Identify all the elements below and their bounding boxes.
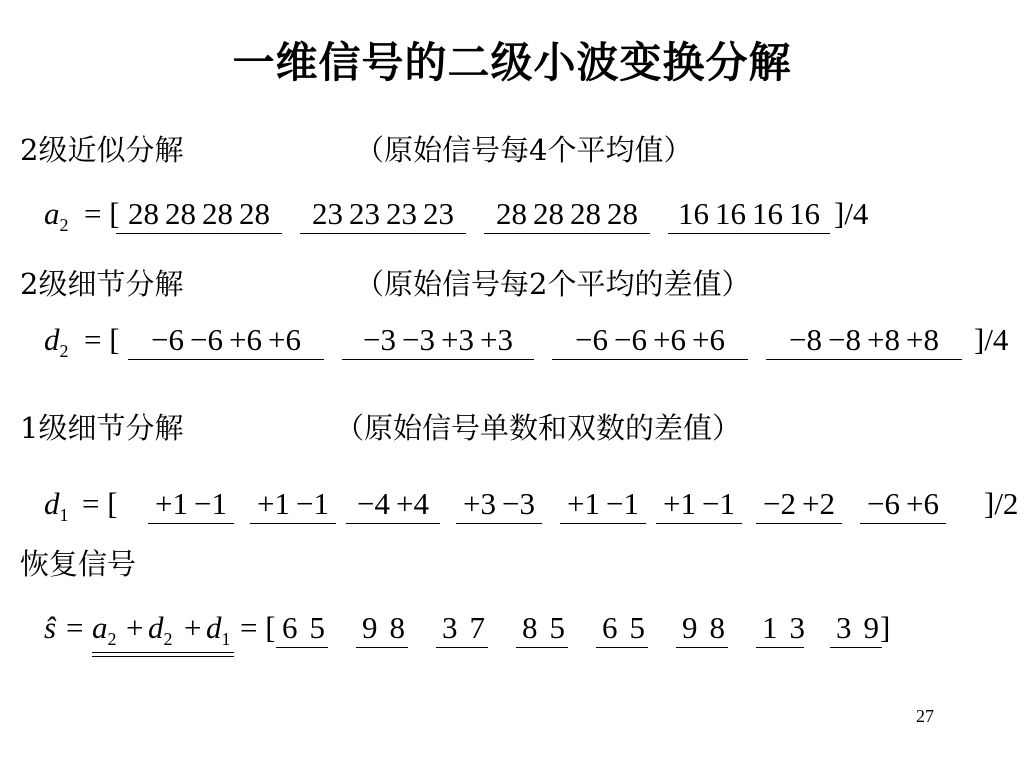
d2-value: +6: [691, 322, 725, 357]
recovered-value: 9: [682, 610, 698, 645]
d2-close-divisor: ]/4: [974, 322, 1009, 357]
d2-value: +6: [267, 322, 301, 357]
d1-value: −1: [194, 486, 227, 521]
heading-recovered-signal-label: 恢复信号: [20, 547, 137, 581]
a2-group-1: [116, 196, 282, 234]
recovered-value: 3: [789, 610, 805, 645]
a2-group-4: [668, 196, 830, 234]
recovered-group-5: [596, 610, 648, 648]
a2-group-3: [484, 196, 650, 234]
d1-value: −3: [502, 486, 535, 521]
a2-value: 28: [128, 196, 159, 231]
d2-value: −3: [363, 322, 397, 357]
a2-value: 23: [312, 196, 343, 231]
d2-group-2: [342, 322, 534, 360]
s-hat-symbol: ŝ: [44, 610, 57, 645]
equation-d2: [44, 322, 1019, 362]
recovered-group-4: [516, 610, 568, 648]
d1-value: −1: [702, 486, 735, 521]
equation-d1: [44, 486, 1024, 526]
a2-group-2: [300, 196, 466, 234]
d1-group-4: [456, 486, 542, 524]
a2-value: 28: [239, 196, 270, 231]
page-number: 27: [916, 706, 934, 726]
recovered-value: 5: [309, 610, 325, 645]
a2-value: 28: [202, 196, 233, 231]
d1-close-divisor: ]/2: [984, 486, 1019, 521]
heading-level2-detail-label: 2级细节分解: [20, 267, 184, 301]
equation-a2: [44, 196, 1004, 236]
a2-value: 23: [349, 196, 380, 231]
d1-group-3: [346, 486, 440, 524]
d2-value: −6: [190, 322, 223, 357]
a2-value: 28: [165, 196, 196, 231]
d1-group-5: [560, 486, 646, 524]
s-equals-bracket: = [: [240, 610, 276, 645]
recovered-group-8: [830, 610, 882, 648]
recovered-group-2: [356, 610, 408, 648]
a2-value: 28: [607, 196, 638, 231]
a2-value: 16: [678, 196, 709, 231]
formula-plus-1: +: [126, 610, 144, 645]
d1-value: +6: [906, 486, 939, 521]
recovered-group-3: [436, 610, 488, 648]
heading-level2-approx-label: 2级近似分解: [20, 133, 184, 167]
d2-equals-bracket: = [: [84, 322, 120, 357]
formula-d2: $d_2$: [148, 610, 173, 650]
d2-value: +8: [905, 322, 939, 357]
recovered-value: 7: [469, 610, 485, 645]
d2-value: −3: [402, 322, 435, 357]
d1-value: −6: [867, 486, 900, 521]
a2-value: 28: [570, 196, 601, 231]
d1-value: −2: [763, 486, 796, 521]
d1-value: +1: [663, 486, 696, 521]
recovered-group-1: [276, 610, 328, 648]
d2-value: +6: [229, 322, 262, 357]
d1-group-2: [250, 486, 336, 524]
heading-level2-detail: [20, 262, 751, 303]
a2-value: 16: [715, 196, 746, 231]
d2-group-3: [552, 322, 748, 360]
d1-symbol: $d_1$: [44, 486, 69, 526]
d1-group-8: [860, 486, 946, 524]
formula-plus-2: +: [184, 610, 202, 645]
d2-value: −6: [151, 322, 185, 357]
d1-value: −4: [357, 486, 390, 521]
d2-value: +6: [653, 322, 686, 357]
recovered-value: 6: [602, 610, 618, 645]
s-hat-equals: =: [66, 610, 84, 645]
heading-level2-approx: [20, 128, 693, 169]
formula-a2: $a_2$: [92, 610, 117, 650]
recovered-value: 9: [362, 610, 378, 645]
d2-group-4: [766, 322, 962, 360]
d2-value: −6: [575, 322, 609, 357]
a2-value: 16: [789, 196, 820, 231]
d2-value: −6: [614, 322, 647, 357]
recovered-value: 3: [836, 610, 852, 645]
recovered-value: 3: [442, 610, 458, 645]
slide-title: 一维信号的二级小波变换分解: [232, 38, 792, 87]
recovered-value: 5: [629, 610, 645, 645]
a2-value: 16: [752, 196, 783, 231]
recovered-close-bracket: ]: [880, 610, 891, 645]
a2-symbol: $a_2$: [44, 196, 69, 236]
recovered-group-6: [676, 610, 728, 648]
recovered-group-7: [756, 610, 804, 648]
recovered-value: 9: [863, 610, 879, 645]
a2-value: 23: [423, 196, 454, 231]
d1-equals-bracket: = [: [82, 486, 118, 521]
a2-equals-bracket: = [: [84, 196, 120, 231]
d1-value: +3: [463, 486, 496, 521]
d2-group-1: [128, 322, 324, 360]
d2-value: +8: [867, 322, 900, 357]
recovered-value: 8: [389, 610, 405, 645]
recovered-value: 5: [549, 610, 565, 645]
recovered-value: 8: [522, 610, 538, 645]
formula-d1: $d_1$: [206, 610, 231, 650]
d1-group-6: [656, 486, 742, 524]
d1-value: −1: [606, 486, 639, 521]
d2-value: −8: [789, 322, 823, 357]
d2-value: +3: [441, 322, 474, 357]
d1-group-7: [756, 486, 842, 524]
a2-value: 28: [496, 196, 527, 231]
heading-level2-detail-note: （原始信号每2个平均的差值）: [355, 267, 751, 301]
recovered-value: 1: [762, 610, 778, 645]
recovered-value: 6: [282, 610, 298, 645]
heading-level1-detail-note: （原始信号单数和双数的差值）: [335, 411, 742, 445]
recovered-value: 8: [709, 610, 725, 645]
d2-value: −8: [828, 322, 861, 357]
heading-level2-approx-note: （原始信号每4个平均值）: [355, 133, 693, 167]
equation-recovered: [44, 610, 944, 650]
a2-value: 28: [533, 196, 564, 231]
a2-close-divisor: ]/4: [834, 196, 869, 231]
d1-value: +1: [567, 486, 600, 521]
d1-value: +1: [155, 486, 188, 521]
d1-value: −1: [296, 486, 329, 521]
d2-symbol: $d_2$: [44, 322, 69, 362]
d1-group-1: [148, 486, 234, 524]
heading-level1-detail: [20, 406, 742, 447]
d2-value: +3: [479, 322, 513, 357]
heading-level1-detail-label: 1级细节分解: [20, 411, 184, 445]
a2-value: 23: [386, 196, 417, 231]
d1-value: +4: [396, 486, 429, 521]
d1-value: +1: [257, 486, 290, 521]
heading-recovered-signal: [20, 542, 136, 583]
formula-double-underline: [92, 652, 234, 657]
d1-value: +2: [802, 486, 835, 521]
